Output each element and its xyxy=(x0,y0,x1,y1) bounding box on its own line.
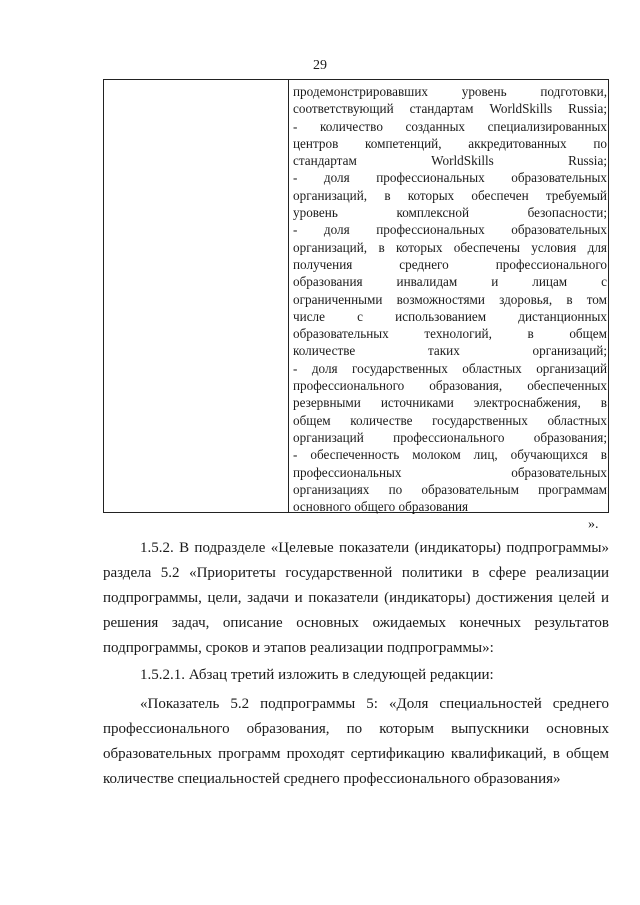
table-cell-line: центров компетенций, аккредитованных по xyxy=(293,135,607,151)
table-cell-line: продемонстрировавших уровень подготовки, xyxy=(293,84,607,99)
paragraph-line: 1.5.2.1. Абзац третий изложить в следующей редакции: xyxy=(140,667,494,683)
text-line: подпрограммы, цели, задачи и показатели (индикаторы) достижения целей и xyxy=(103,590,609,606)
page-number: 29 xyxy=(313,58,327,73)
table-cell-line: организациях по образовательным программам xyxy=(293,481,607,497)
table-column-divider xyxy=(288,79,289,512)
table-cell-line: общем количестве государственных областных xyxy=(293,412,607,428)
table-cell-line: организаций, в которых обеспечен требуемый xyxy=(293,187,607,203)
table-cell-line: профессиональных образовательных xyxy=(293,464,607,480)
table-cell-line: соответствующий стандартам WorldSkills Russia; xyxy=(293,101,607,117)
table-cell-line: получения среднего профессионального xyxy=(293,256,607,272)
table-cell-line: уровень комплексной безопасности; xyxy=(293,205,607,221)
paragraph-1-5-2 xyxy=(103,536,609,661)
table-top-rule xyxy=(104,79,608,80)
text-line: подпрограммы, сроков и этапов реализации подпрограммы»: xyxy=(103,640,494,656)
indicator-table xyxy=(103,79,609,513)
table-cell-line: - обеспеченность молоком лиц, обучающихся в xyxy=(293,447,607,463)
table-cell-line: числе с использованием дистанционных xyxy=(293,308,607,324)
table-cell-line: стандартам WorldSkills Russia; xyxy=(293,153,607,169)
table-cell-line: организаций профессионального образования; xyxy=(293,429,607,445)
table-cell-line: организаций, в которых обеспечены условия для xyxy=(293,239,607,255)
text-line: образовательных программ проходят сертификацию квалификаций, в общем xyxy=(103,746,609,762)
text-line: «Показатель 5.2 подпрограммы 5: «Доля специальностей среднего xyxy=(140,696,609,712)
table-cell-line: профессионального образования, обеспеченных xyxy=(293,378,607,394)
table-cell-line: - доля профессиональных образовательных xyxy=(293,170,607,186)
table-cell-line: - доля государственных областных организаций xyxy=(293,360,607,376)
table-cell-line: - количество созданных специализированных xyxy=(293,118,607,134)
text-line: 1.5.2. В подразделе «Целевые показатели (индикаторы) подпрограммы» xyxy=(140,540,609,556)
paragraph-1-5-2-1 xyxy=(103,663,609,688)
table-cell-line: образования инвалидам и лицам с xyxy=(293,274,607,290)
paragraph-indicator-5-2 xyxy=(103,692,609,792)
table-cell-line: основного общего образования xyxy=(293,499,469,515)
table-cell-line: образовательных технологий, в общем xyxy=(293,326,607,342)
table-cell-line: - доля профессиональных образовательных xyxy=(293,222,607,238)
table-right-cell xyxy=(293,83,607,515)
text-line: решения задач, описание основных ожидаемых конечных результатов xyxy=(103,615,609,631)
text-line: количестве специальностей среднего профессионального образования» xyxy=(103,771,561,787)
closing-quote-mark: ». xyxy=(588,517,599,532)
table-cell-line: количестве таких организаций; xyxy=(293,343,607,359)
table-cell-line: ограниченными возможностями здоровья, в том xyxy=(293,291,607,307)
text-line: профессионального образования, по которым выпускники основных xyxy=(103,721,609,737)
text-line: раздела 5.2 «Приоритеты государственной политики в сфере реализации xyxy=(103,565,609,581)
table-cell-line: резервными источниками электроснабжения, в xyxy=(293,395,607,411)
